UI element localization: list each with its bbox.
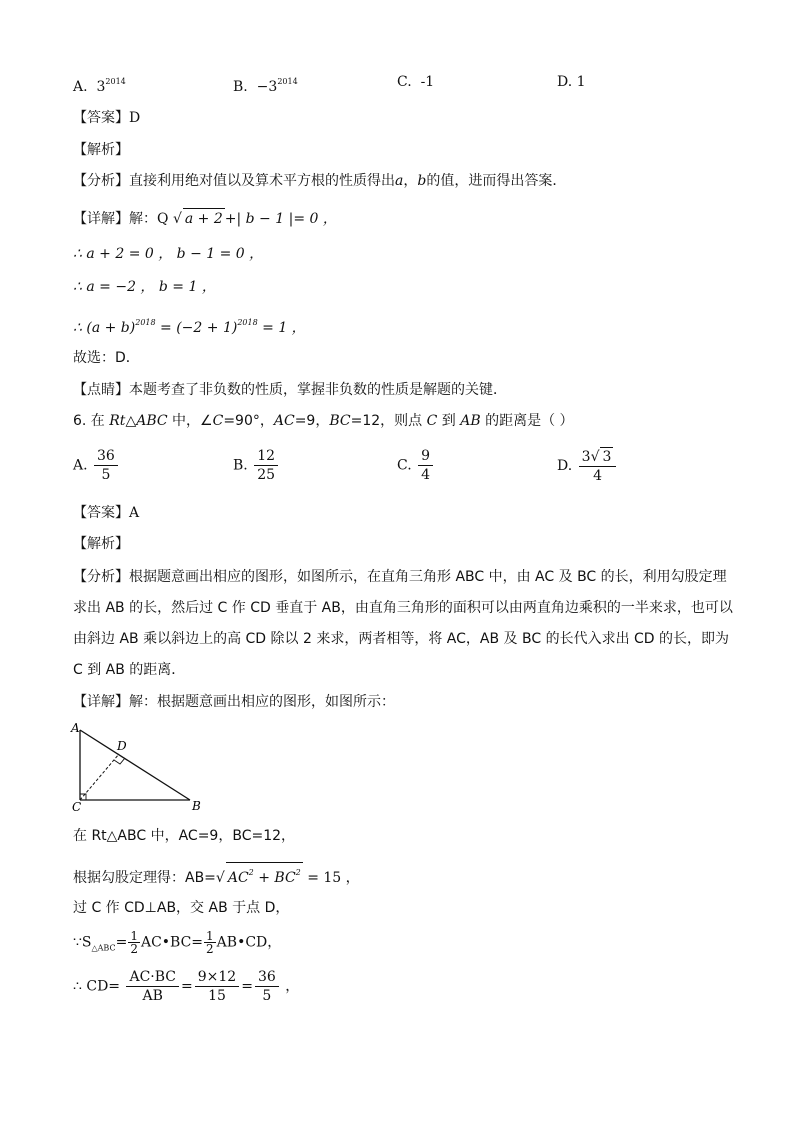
q5-option-d [557, 72, 586, 92]
option-label: A. [73, 79, 88, 95]
side-ab [80, 730, 190, 800]
denominator: 5 [101, 467, 111, 483]
plus: + [253, 870, 275, 886]
fenxi-text-end: 的值，进而得出答案． [426, 173, 567, 189]
q6-stem [73, 411, 574, 431]
equals: = [115, 934, 128, 951]
q6-s4 [73, 930, 281, 958]
stem-text: =90°， [223, 413, 274, 429]
option-value: 3 [268, 79, 278, 95]
dianjing-text: 本题考查了非负数的性质，掌握非负数的性质是解题的关键． [129, 382, 507, 398]
numerator: 1 [206, 929, 214, 943]
right-triangle-figure [66, 718, 216, 818]
q5-analysis-tag: 【解析】 [73, 142, 129, 158]
q6-detail [73, 692, 395, 712]
numerator: 9×12 [195, 968, 239, 987]
option-label: D. [557, 458, 573, 474]
option-label: C. [397, 457, 412, 474]
minus-sign: − [256, 79, 269, 95]
comma: ， [403, 173, 418, 189]
exponent: 2018 [135, 318, 156, 327]
subscript: △ABC [91, 943, 116, 953]
option-value: -1 [420, 74, 435, 90]
option-label: A. [73, 457, 88, 474]
option-value: 1 [576, 74, 586, 90]
altitude-cd [80, 754, 119, 800]
numerator: 9 [418, 447, 433, 466]
option-label: C. [397, 74, 412, 90]
q5-step4 [73, 313, 306, 338]
var-ac: AC [273, 413, 295, 429]
var-bc: BC [329, 413, 351, 429]
q5-fenxi [73, 171, 566, 191]
q6-fenxi-line2: 求出 AB 的长，然后过 C 作 CD 垂直于 AB，由直角三角形的面积可以由两直角边乘积的一半来求，也可以 [73, 600, 733, 616]
var-a: a [395, 173, 404, 189]
answer-tag: 【答案】 [73, 505, 129, 521]
q6-s3: 过 C 作 CD⊥AB，交 AB 于点 D， [73, 900, 290, 916]
radicand: a + 2 [183, 208, 225, 229]
s4-pre: ∵S [73, 934, 92, 951]
s5-pre: ∴ CD= [73, 978, 121, 995]
q6-option-a [73, 447, 120, 484]
stem-text: 6. 在 [73, 413, 110, 429]
q5-dianjing [73, 380, 507, 400]
q5-option-a [73, 72, 126, 97]
dianjing-tag: 【点睛】 [73, 382, 129, 398]
detail-text: 解： [129, 211, 157, 227]
exponent: 2014 [105, 77, 126, 86]
q6-answer [73, 503, 139, 523]
step4-post: = 1 ， [257, 320, 306, 336]
exponent: 2 [248, 868, 254, 877]
numerator: 1 [130, 929, 138, 943]
rt: Rt [109, 413, 126, 429]
s2-pre: 根据勾股定理得：AB= [73, 870, 216, 886]
radical-sign: √ [590, 449, 600, 465]
q6-fenxi-line1 [73, 567, 727, 587]
q6-fenxi-line3: 由斜边 AB 乘以斜边上的高 CD 除以 2 来求，两者相等，将 AC，AB 及 BC 的长代入求出 CD 的长，即为 [73, 631, 730, 647]
step4-mid: = (−2 + 1) [155, 320, 238, 336]
detail-text: 解：根据题意画出相应的图形，如图所示： [129, 694, 395, 710]
denominator: 25 [257, 467, 276, 483]
denominator: 5 [262, 988, 272, 1004]
equals: = [241, 978, 253, 995]
fenxi-tag: 【分析】 [73, 569, 129, 585]
detail-tag: 【详解】 [73, 694, 129, 710]
answer-value: D [129, 110, 141, 126]
q5-answer [73, 108, 140, 128]
label-d: D [117, 739, 127, 753]
q6-analysis-tag: 【解析】 [73, 536, 129, 552]
stem-text: 的距离是（ ） [480, 413, 574, 429]
var-b: b [417, 173, 427, 189]
denominator: 2 [206, 942, 214, 956]
detail-tag: 【详解】 [73, 211, 129, 227]
equation-rest: +| b − 1 |= 0 ， [224, 211, 337, 227]
radicand-bc: BC [274, 870, 296, 886]
q6-s2 [73, 862, 360, 888]
numerator: 36 [255, 968, 279, 987]
step4-pre: ∴ (a + b) [73, 320, 136, 336]
var-ab: AB [460, 413, 481, 429]
q6-s5 [73, 968, 299, 1005]
q6-option-b [233, 447, 280, 484]
option-label: B. [233, 457, 248, 474]
numerator-coefficient: 3 [581, 449, 591, 465]
q5-option-c [397, 72, 434, 92]
triangle-abc: △ABC [125, 413, 168, 429]
label-c: C [72, 800, 82, 814]
numerator: 12 [254, 447, 278, 466]
denominator: 4 [421, 467, 431, 483]
q5-choose: 故选：D． [73, 350, 140, 366]
q5-step3: ∴ a = −2 ， b = 1 ， [73, 279, 216, 295]
stem-text: =12，则点 [350, 413, 427, 429]
radical-sign: √ [172, 211, 182, 227]
numerator: AC·BC [126, 968, 179, 987]
q5-detail [73, 208, 337, 229]
because-symbol: Q [157, 211, 169, 227]
s4-mid: AC•BC= [140, 934, 204, 951]
option-value: 3 [96, 79, 106, 95]
answer-tag: 【答案】 [73, 110, 129, 126]
denominator: 4 [593, 468, 602, 484]
q6-fenxi-line4: C 到 AB 的距离． [73, 662, 186, 678]
radicand: 3 [602, 449, 612, 465]
q5-step2: ∴ a + 2 = 0 ， b − 1 = 0 ， [73, 246, 264, 262]
stem-text: 到 [437, 413, 461, 429]
radicand-ac: AC [227, 870, 249, 886]
fenxi-tag: 【分析】 [73, 173, 129, 189]
q5-option-b [233, 72, 298, 97]
fenxi-text: 根据题意画出相应的图形，如图所示，在直角三角形 ABC 中，由 AC 及 BC 的长，利用勾股定理 [129, 569, 727, 585]
stem-text: =9， [294, 413, 330, 429]
radical-sign: √ [215, 870, 225, 886]
var-c: C [426, 413, 438, 429]
fenxi-text: 直接利用绝对值以及算术平方根的性质得出 [129, 173, 395, 189]
exponent: 2014 [277, 77, 298, 86]
numerator: 36 [94, 447, 118, 466]
s4-post: AB•CD， [216, 934, 282, 951]
denominator: AB [142, 988, 163, 1004]
q6-option-d [557, 447, 618, 485]
option-label: D. [557, 74, 573, 90]
equals: = [181, 978, 193, 995]
label-b: B [192, 799, 201, 813]
stem-text: 中，∠ [167, 413, 213, 429]
answer-value: A [129, 505, 140, 521]
s5-post: ， [285, 978, 300, 995]
var-c: C [212, 413, 224, 429]
denominator: 2 [130, 942, 138, 956]
option-label: B. [233, 79, 248, 95]
q6-option-c [397, 447, 435, 484]
s2-post: = 15 ， [302, 870, 360, 886]
exponent: 2 [295, 868, 301, 877]
exponent: 2018 [237, 318, 258, 327]
q6-s1: 在 Rt△ABC 中，AC=9，BC=12， [73, 828, 296, 844]
right-angle-mark-d [114, 758, 125, 764]
label-a: A [71, 721, 80, 735]
denominator: 15 [208, 988, 226, 1004]
